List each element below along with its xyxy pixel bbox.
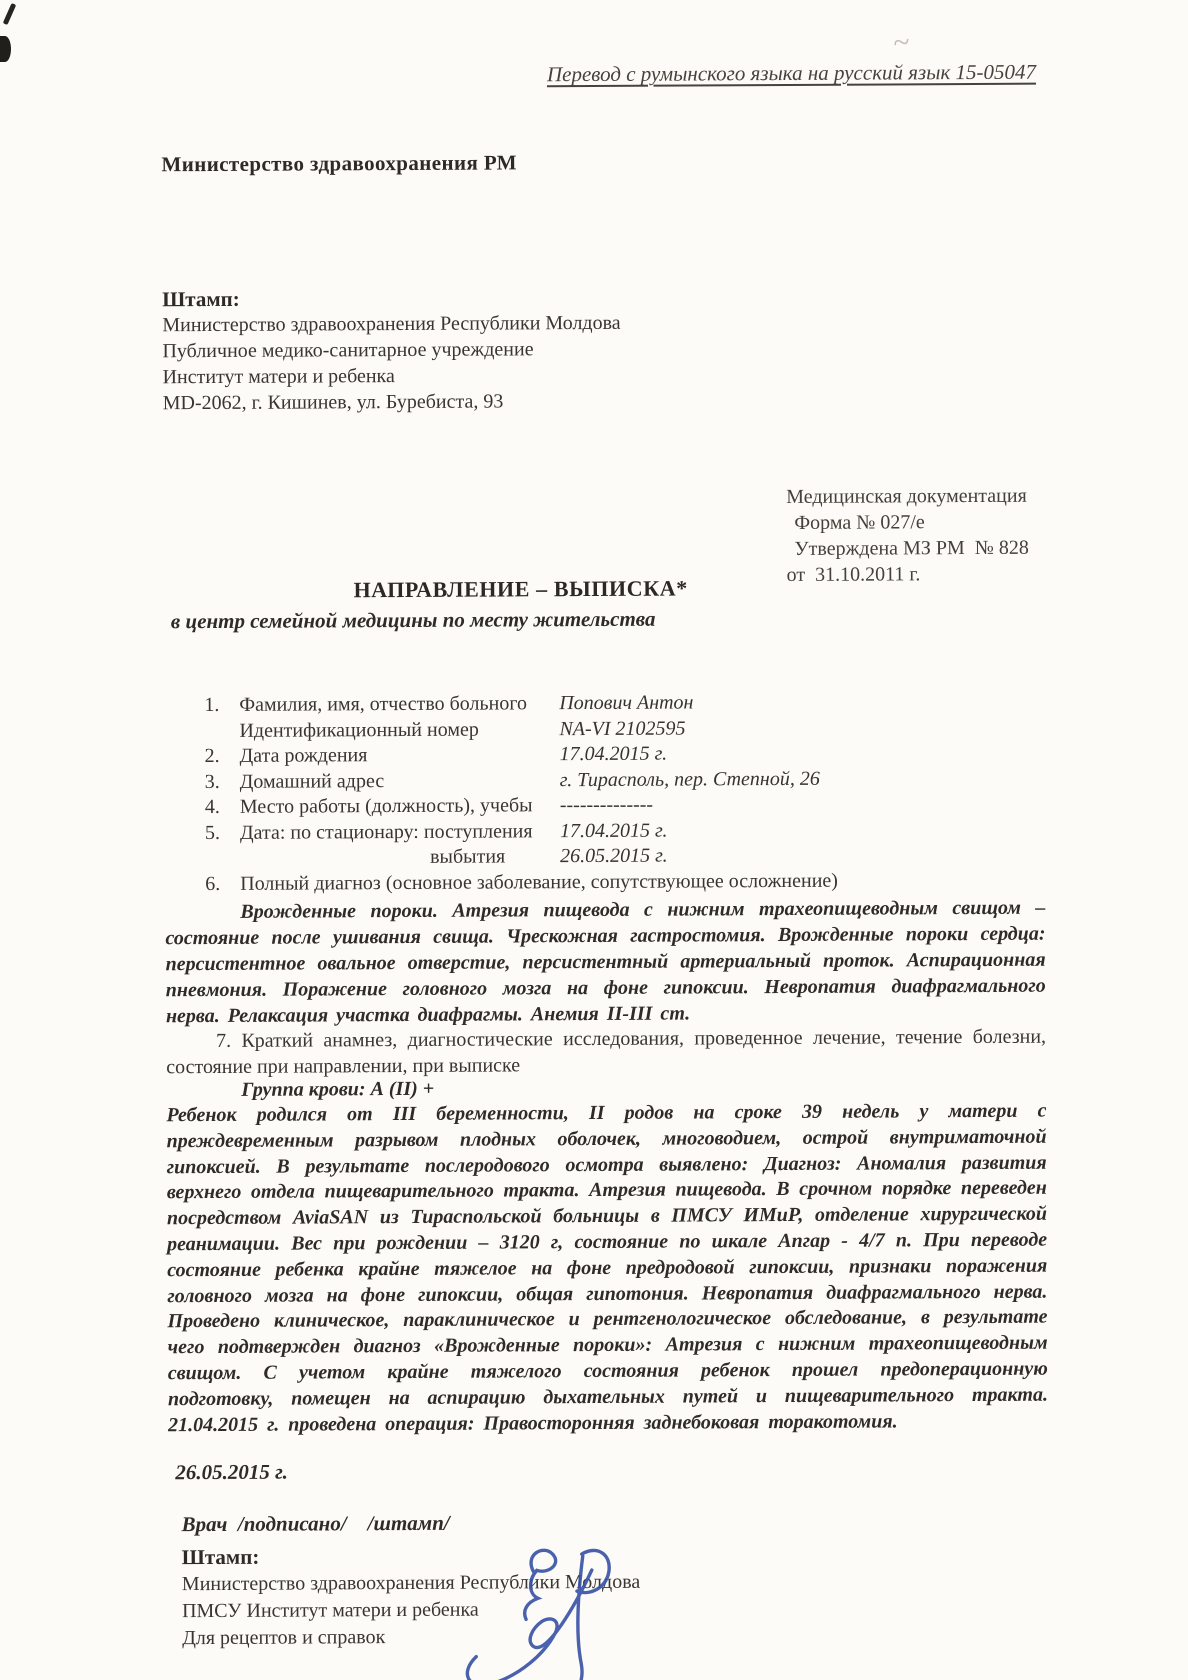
footer-date: 26.05.2015 г.: [175, 1459, 288, 1485]
blood-group-line: Группа крови: А (II) +: [241, 1077, 435, 1101]
stamp-line: Публичное медико-санитарное учреждение: [162, 338, 534, 363]
document-title: НАПРАВЛЕНИЕ – ВЫПИСКА*: [353, 575, 688, 603]
field-number: 2.: [204, 744, 220, 768]
ministry-header: Министерство здравоохранения РМ: [161, 150, 517, 177]
handwritten-signature: [456, 1542, 657, 1680]
field-value: 17.04.2015 г.: [559, 819, 668, 842]
stamp-line: Министерство здравоохранения Республики Молдова: [162, 311, 621, 337]
document-subtitle: в центр семейной медицины по месту жительства: [170, 606, 656, 634]
field-label: Дата: по стационару: поступления: [239, 819, 533, 844]
field-value: 17.04.2015 г.: [559, 742, 668, 766]
field-value: г. Тирасполь, пер. Степной, 26: [559, 767, 820, 791]
stamp-line: ПМСУ Институт матери и ребенка: [181, 1598, 479, 1623]
form-line: от 31.10.2011 г.: [786, 563, 921, 586]
diagnosis-item-heading: [165, 869, 1065, 899]
item-label: Полный диагноз (основное заболевание, сопутствующее осложнение): [240, 869, 838, 895]
patient-fields: [164, 690, 1045, 873]
form-line: Форма № 027/е: [794, 511, 925, 534]
field-value: 26.05.2015 г.: [560, 844, 668, 868]
translation-note: Перевод с румынского языка на русский язык 15-05047: [546, 59, 1037, 87]
item-number: 6.: [205, 872, 221, 896]
top-stamp-block: [162, 284, 621, 416]
scan-smudge: ~: [891, 25, 911, 60]
diagnosis-text: Врожденные пороки. Атрезия пищевода с нижним трахеопищеводным свищом – состояние после ушивания свища. Чрескожная гастростомия. Врожденные пороки сердца: персистентное овальное отверстие, персистентный артериальный проток. Аспирационная пневмония. Поражение головного мозга на фоне гипоксии. Невропатия диафрагмального нерва. Релаксация участка диафрагмы. Анемия II-III ст.: [165, 896, 1046, 1027]
stamp-label: Штамп:: [181, 1544, 260, 1570]
stamp-line: MD-2062, г. Кишинев, ул. Буребиста, 93: [162, 390, 504, 415]
field-value: NA-VI 2102595: [559, 717, 686, 740]
field-label: Идентификационный номер: [239, 718, 479, 742]
field-number: 5.: [204, 821, 221, 844]
field-label: выбытия: [430, 845, 506, 868]
field-value: --------------: [559, 793, 654, 817]
field-label: Домашний адрес: [239, 769, 385, 793]
stamp-line: Институт матери и ребенка: [162, 365, 395, 389]
doctor-signature-line: Врач /подписано/ /штамп/: [181, 1510, 450, 1537]
field-label: Место работы (должность), учебы: [239, 794, 533, 818]
field-number: 3.: [204, 770, 220, 793]
field-number: 4.: [204, 795, 220, 819]
anamnesis-item-heading: 7. Краткий анамнез, диагностические исследования, проведенное лечение, течение болезни, состояние при направлении, при выписке: [166, 1025, 1047, 1078]
field-number: 1.: [204, 693, 220, 717]
stamp-line: Министерство здравоохранения Республики Молдова: [181, 1570, 641, 1596]
anamnesis-text: Ребенок родился от III беременности, II родов на сроке 39 недель у матери с преждевременным разрывом плодных оболочек, многоводием, острой внутриматочной гипоксией. В результате послеродового осмотра выявлено: Диагноз: Аномалия развития верхнего отдела пищеварительного тракта. Атрезия пищевода. В срочном порядке переведен посредством AviaSAN из Тираспольской больницы в ПМСУ ИМиР, отделение хирургической реанимации. Вес при рождении – 3120 г, состояние по шкале Апгар - 4/7 п. При переводе состояние ребенка крайне тяжелое на фоне предродовой гипоксии, признаки поражения головного мозга на фоне гипоксии, общая гипотония. Невропатия диафрагмального нерва. Проведено клиническое, параклиническое и рентгенологическое обследование, в результате чего подтвержден диагноз «Врожденные пороки»: Атрезия с нижним трахеопищеводным свищом. С учетом крайне тяжелого состояния ребенок прошел предоперационную подготовку, помещен на аспирацию дыхательных путей и пищеварительного тракта. 21.04.2015 г. проведена операция: Правосторонняя заднебоковая торакотомия.: [166, 1099, 1048, 1436]
field-label: Фамилия, имя, отчество больного: [239, 692, 528, 716]
field-row: [165, 843, 1045, 873]
form-line: Утверждена МЗ РМ № 828: [794, 536, 1029, 560]
form-info-block: [786, 483, 1029, 588]
field-label: Дата рождения: [239, 744, 368, 767]
field-value: Попович Антон: [559, 691, 694, 715]
stamp-line: Для рецептов и справок: [182, 1626, 386, 1650]
form-line: Медицинская документация: [786, 484, 1027, 508]
stamp-label: Штамп:: [162, 286, 240, 312]
